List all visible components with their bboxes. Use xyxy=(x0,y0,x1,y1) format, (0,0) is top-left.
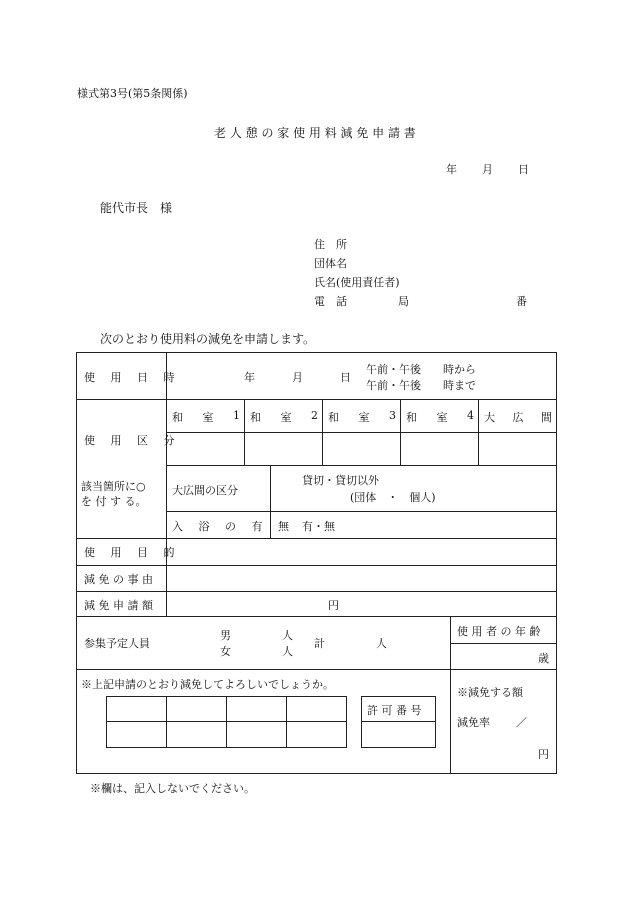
bath-options: 有・無 xyxy=(302,520,335,533)
dt-day: 日 xyxy=(340,371,351,384)
permit-box-line xyxy=(435,696,436,748)
room-header-char: 1 xyxy=(233,409,240,422)
applicant-address-label: 住 所 xyxy=(314,238,347,251)
row-divider xyxy=(166,465,557,466)
table-top-border xyxy=(76,352,557,353)
exempt-amount-label: ※減免する額 xyxy=(457,686,523,699)
hall-category-label: 大広間の区分 xyxy=(172,484,238,497)
phone-number: 番 xyxy=(516,295,527,308)
room-header-char: 室 xyxy=(280,411,292,424)
approval-note: ※上記申請のとおり減免してよろしいでしょうか。 xyxy=(81,678,334,691)
age-row-divider xyxy=(450,643,557,644)
attendees-label: 参集予定人員 xyxy=(84,637,150,650)
room-header-3 xyxy=(328,409,396,425)
hall-option-1: 貸切・貸切以外 xyxy=(302,474,379,487)
table-right-border xyxy=(556,352,557,774)
use-datetime-label: 使 用 日 時 xyxy=(84,371,181,384)
exempt-unit: 円 xyxy=(538,748,549,761)
approval-grid-line xyxy=(286,696,287,748)
age-label: 使 用 者 の 年 齢 xyxy=(457,625,541,638)
reason-label: 減 免 の 事 由 xyxy=(84,573,153,586)
row-divider xyxy=(76,616,557,617)
row-divider xyxy=(76,591,557,592)
age-col-divider xyxy=(450,616,451,774)
room-header-char: 和 xyxy=(250,411,261,424)
footer-note: ※欄は、記入しないでください。 xyxy=(90,782,255,795)
table-left-border xyxy=(76,352,77,774)
hall-option-2: (団体 ・ 個人) xyxy=(350,491,436,504)
room-header-char: 室 xyxy=(358,411,370,424)
row-divider xyxy=(76,399,557,400)
approval-grid-line xyxy=(226,696,227,748)
male-person-unit: 人 xyxy=(282,629,293,642)
form-number: 様式第3号(第5条関係) xyxy=(77,87,188,100)
dt-month: 月 xyxy=(292,371,303,384)
room-header-char: 4 xyxy=(467,409,474,422)
total-person-unit: 人 xyxy=(376,637,387,650)
permit-number-label: 許 可 番 号 xyxy=(367,704,422,717)
note-label-1: 該当箇所に○ xyxy=(81,480,146,493)
permit-box-line xyxy=(361,747,436,748)
room-header-char: 間 xyxy=(541,411,552,424)
approval-grid-line xyxy=(166,696,167,748)
dt-to: 午前・午後 時まで xyxy=(366,379,476,392)
room-header-char: 和 xyxy=(328,411,339,424)
note-label-2: を 付 す る。 xyxy=(81,495,147,508)
room-header-hall xyxy=(484,409,552,425)
date-month: 月 xyxy=(482,163,493,176)
label-col-divider xyxy=(166,352,167,616)
total-label: 計 xyxy=(314,637,325,650)
page-title: 老 人 憩 の 家 使 用 料 減 免 申 請 書 xyxy=(214,126,416,140)
room-header-char: 室 xyxy=(202,411,214,424)
exempt-rate-label: 減免率 xyxy=(457,716,490,729)
phone-exchange: 局 xyxy=(398,295,409,308)
room-header-char: 2 xyxy=(311,409,318,422)
room-col-divider xyxy=(322,399,323,466)
row-divider xyxy=(76,565,557,566)
age-unit: 歳 xyxy=(538,652,549,665)
bath-label: 入 浴 の 有 無 xyxy=(172,520,295,533)
applicant-phone-label: 電 話 xyxy=(314,295,347,308)
room-col-divider xyxy=(400,399,401,466)
applicant-name-label: 氏名(使用責任者) xyxy=(314,276,400,289)
row-divider xyxy=(76,669,557,670)
female-label: 女 xyxy=(220,645,231,658)
room-header-char: 広 xyxy=(512,411,524,424)
permit-box-line xyxy=(361,696,362,748)
room-header-1 xyxy=(172,409,240,425)
room-header-char: 大 xyxy=(484,411,495,424)
room-header-char: 3 xyxy=(389,409,396,422)
room-col-divider xyxy=(244,399,245,466)
room-header-4 xyxy=(406,409,474,425)
room-header-char: 室 xyxy=(436,411,448,424)
rate-slash: ／ xyxy=(516,716,527,729)
room-header-char: 和 xyxy=(406,411,417,424)
permit-box-line xyxy=(361,721,436,722)
date-year: 年 xyxy=(446,163,457,176)
use-category-label: 使 用 区 分 xyxy=(84,434,181,447)
addressee: 能代市長 様 xyxy=(100,201,173,215)
purpose-label: 使 用 目 的 xyxy=(84,546,181,559)
table-bottom-border xyxy=(76,773,557,774)
room-header-2 xyxy=(250,409,318,425)
amount-label: 減 免 申 請 額 xyxy=(84,599,153,612)
approval-grid-line xyxy=(346,696,347,748)
room-header-char: 和 xyxy=(172,411,183,424)
row-divider xyxy=(166,511,557,512)
room-col-divider xyxy=(478,399,479,466)
row-divider xyxy=(76,538,557,539)
male-label: 男 xyxy=(220,629,231,642)
dt-year: 年 xyxy=(244,371,255,384)
date-day: 日 xyxy=(518,163,529,176)
applicant-group-label: 団体名 xyxy=(314,257,347,270)
permit-box-line xyxy=(361,696,436,697)
female-person-unit: 人 xyxy=(282,645,293,658)
row-divider xyxy=(166,432,557,433)
amount-unit: 円 xyxy=(328,599,339,612)
intro-text: 次のとおり使用料の減免を申請します。 xyxy=(100,332,316,346)
dt-from: 午前・午後 時から xyxy=(366,363,476,376)
approval-grid-line xyxy=(106,696,107,748)
